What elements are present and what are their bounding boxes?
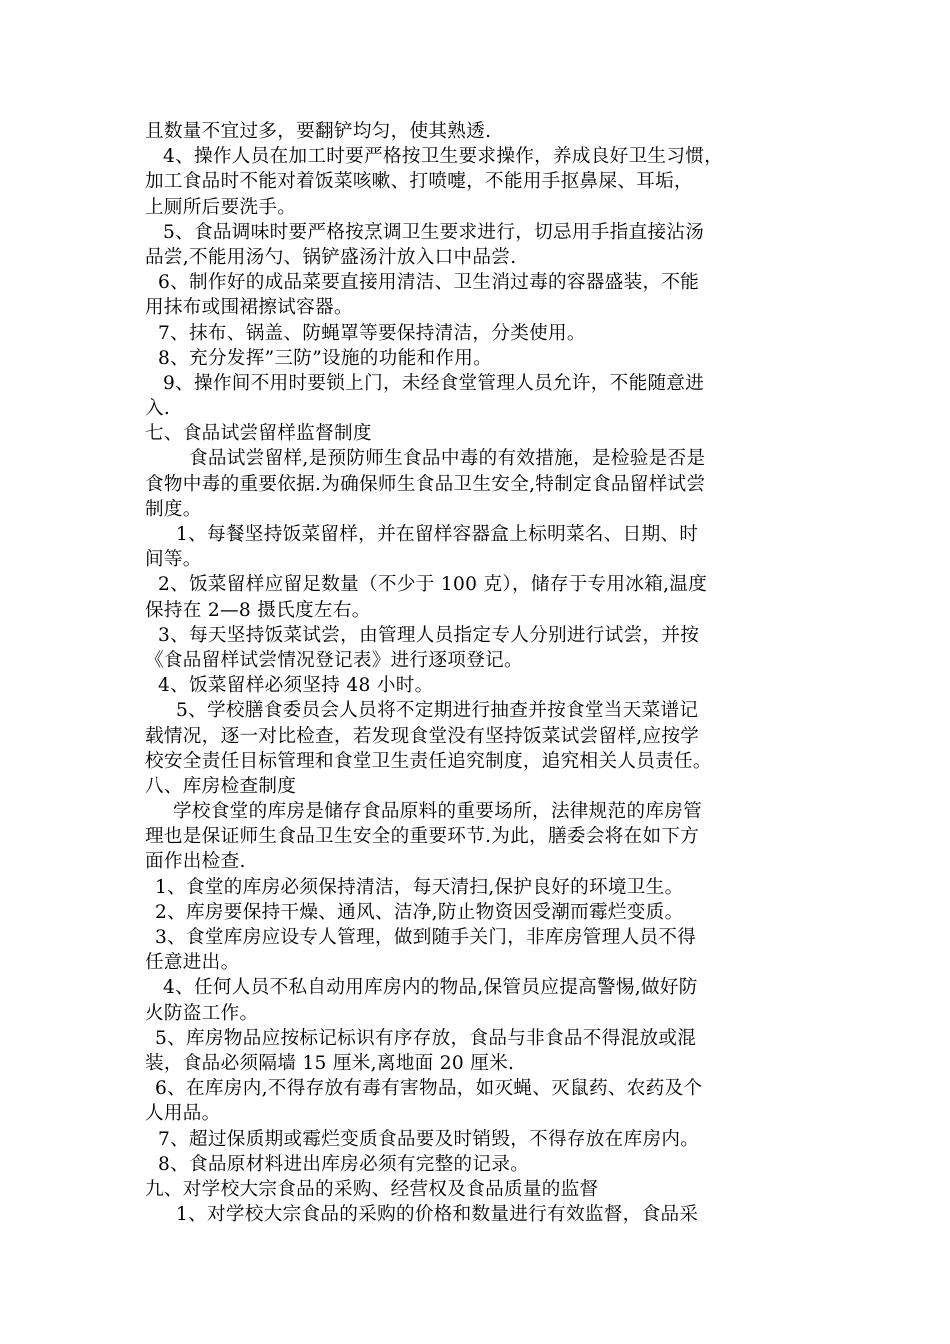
text-line: 火防盗工作。	[145, 1002, 259, 1024]
text-line: 5、库房物品应按标记标识有序存放，食品与非食品不得混放或混	[155, 1027, 697, 1049]
text-line: 人用品。	[145, 1103, 221, 1125]
text-line: 任意进出。	[145, 952, 240, 974]
text-line: 保持在 2—8 摄氏度左右。	[145, 599, 371, 621]
text-line: 入.	[145, 398, 171, 420]
text-line: 载情况，逐一对比检查，若发现食堂没有坚持饭菜试尝留样,应按学	[145, 725, 700, 747]
text-line: 2、饭菜留样应留足数量（不少于 100 克），储存于专用冰箱,温度	[158, 574, 708, 596]
text-line: 1、每餐坚持饭菜留样，并在留样容器盒上标明菜名、日期、时	[176, 524, 699, 545]
text-line: 5、食品调味时要严格按烹调卫生要求进行，切忌用手指直接沾汤	[163, 221, 705, 243]
text-line: 5、学校膳食委员会人员将不定期进行抽查并按食堂当天菜谱记	[176, 700, 699, 722]
text-line: 2、库房要保持干燥、通风、洁净,防止物资因受潮而霉烂变质。	[155, 901, 684, 923]
text-line: 1、食堂的库房必须保持清洁，每天清扫,保护良好的环境卫生。	[155, 876, 684, 898]
text-line: 品尝,不能用汤勺、锅铲盛汤汁放入口中品尝.	[145, 246, 517, 268]
document-body	[145, 119, 817, 1227]
text-line: 3、每天坚持饭菜试尝，由管理人员指定专人分别进行试尝，并按	[158, 624, 700, 646]
text-line: 食物中毒的重要依据.为确保师生食品卫生安全,特制定食品留样试尝	[145, 473, 706, 495]
text-line: 3、食堂库房应设专人管理，做到随手关门，非库房管理人员不得	[155, 927, 697, 948]
text-line: 1、对学校大宗食品的采购的价格和数量进行有效监督，食品采	[176, 1204, 699, 1226]
text-line: 4、饭菜留样必须坚持 48 小时。	[158, 675, 434, 697]
text-line: 校安全责任目标管理和食堂卫生责任追究制度，追究相关人员责任。	[145, 750, 712, 772]
text-line: 6、制作好的成品菜要直接用清洁、卫生消过毒的容器盛装，不能	[158, 272, 700, 294]
section-heading: 八、库房检查制度	[145, 775, 297, 797]
text-line: 4、任何人员不私自动用库房内的物品,保管员应提高警惕,做好防	[163, 977, 698, 999]
section-heading: 九、对学校大宗食品的采购、经营权及食品质量的监督	[145, 1178, 599, 1200]
section-heading: 七、食品试尝留样监督制度	[145, 423, 372, 445]
text-line: 学校食堂的库房是储存食品原料的重要场所，法律规范的库房管	[173, 801, 703, 823]
text-line: 8、充分发挥”三防”设施的功能和作用。	[158, 347, 493, 369]
text-line: 制度。	[145, 498, 202, 520]
text-line: 9、操作间不用时要锁上门，未经食堂管理人员允许，不能随意进	[163, 372, 705, 394]
text-line: 8、食品原材料进出库房必须有完整的记录。	[158, 1153, 530, 1175]
text-line: 6、在库房内,不得存放有毒有害物品，如灭蝇、灭鼠药、农药及个	[155, 1078, 703, 1100]
text-line: 上厕所后要洗手。	[145, 196, 297, 218]
text-line: 4、操作人员在加工时要严格按卫生要求操作，养成良好卫生习惯，	[163, 146, 724, 168]
text-line: 装，食品必须隔墙 15 厘米,离地面 20 厘米.	[145, 1052, 515, 1074]
text-line: 加工食品时不能对着饭菜咳嗽、打喷嚏，不能用手抠鼻屎、耳垢，	[145, 171, 693, 193]
text-line: 用抹布或围裙擦试容器。	[145, 297, 353, 319]
text-line: 食品试尝留样,是预防师生食品中毒的有效措施，是检验是否是	[189, 448, 706, 470]
text-line: 间等。	[145, 549, 202, 571]
text-line: 7、抹布、锅盖、防蝇罩等要保持清洁，分类使用。	[158, 322, 586, 344]
text-line: 理也是保证师生食品卫生安全的重要环节.为此，膳委会将在如下方	[145, 826, 700, 848]
text-line: 面作出检查.	[145, 851, 246, 873]
text-line: 《食品留样试尝情况登记表》进行逐项登记。	[145, 649, 523, 671]
text-line: 且数量不宜过多，要翻铲均匀，使其熟透.	[145, 121, 492, 142]
text-line: 7、超过保质期或霉烂变质食品要及时销毁，不得存放在库房内。	[158, 1128, 700, 1150]
